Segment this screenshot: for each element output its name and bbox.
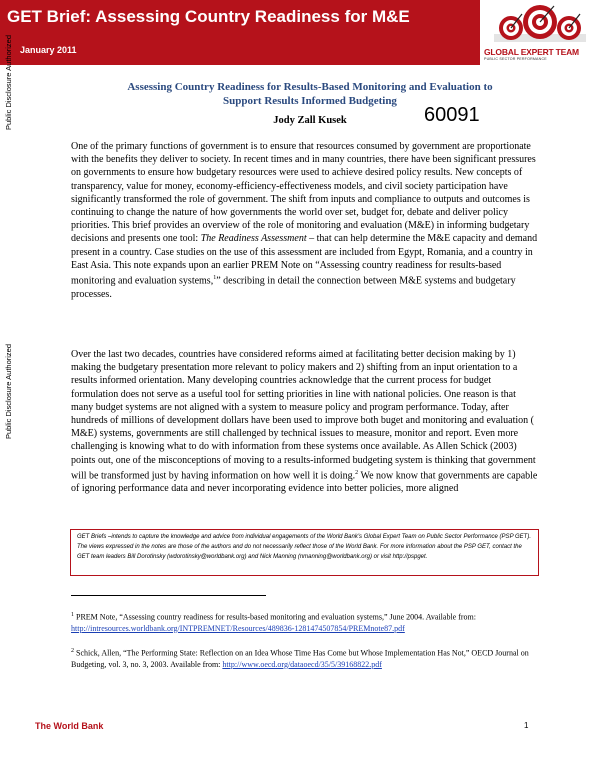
page-number: 1 <box>524 721 529 730</box>
footnote-number: 2 <box>71 648 74 654</box>
author-name: Jody Zall Kusek <box>273 115 347 126</box>
footer-organization: The World Bank <box>35 721 104 731</box>
footnote-divider <box>71 595 266 596</box>
logo-subtitle: PUBLIC SECTOR PERFORMANCE <box>484 57 547 61</box>
body-paragraph <box>71 140 538 301</box>
brief-title: GET Brief: Assessing Country Readiness for M&E <box>7 7 410 26</box>
document-title-line: Support Results Informed Budgeting <box>223 95 397 107</box>
document-number: 60091 <box>424 104 480 126</box>
footnote-link[interactable]: http://intresources.worldbank.org/INTPREMNET/Resources/489836-1281474507854/PREMnote87.pdf <box>71 623 405 633</box>
footnote-ref[interactable]: 1 <box>213 275 217 282</box>
text-run: Over the last two decades, countries have considered reforms aimed at facilitating better decision making by 1) making the budgetary presentation more relevant to policy makers and 2) shifting from an input orientation to a results informed orientation. Many developing countries acknowledge that the current process for budget formulation does not serve as a useful tool for setting priorities in line with national policies. One reason is that many budget systems are not aligned with a system to measure policy and program performance. Today, after hundreds of millions of development dollars have been used to improve both buget and monitoring and evaluation ( M&E) systems, governments are still challenged by technical issues to measure, monitor and report. Even more challenging is knowing what to do with information from these systems once available. As Allen Schick (2003) points out, one of the misconceptions of moving to a results-informed budgeting system is thinking that government will be transformed just by having information on how well it is doing. <box>71 349 536 482</box>
footnote <box>71 610 538 634</box>
get-briefs-note-box <box>70 529 539 576</box>
disclosure-label: Public Disclosure Authorized <box>4 35 13 131</box>
body-paragraph <box>71 348 538 496</box>
bullseye-target-icon <box>480 0 600 48</box>
footnote <box>71 646 538 670</box>
text-run: One of the primary functions of government is to ensure that resources consumed by government are proportionate with the benefits they deliver to society. In recent times and in many countries, there have been significant pressures on governments to ensure how budgetary resources were used to achieve desired policy results. New concepts of transparency, value for money, economy-efficiency-effectiveness models, and civil society participation have significantly transformed the role of government. The shift from inputs and compliance to outputs and outcomes is continuing to change the nature of how governments the world over set, budget for, debate and deliver policy priorities. This brief provides an overview of the role of monitoring and evaluation (M&E) in informing budgetary decisions and presents one tool: <box>71 141 536 245</box>
brief-date: January 2011 <box>20 45 77 55</box>
footnote-number: 1 <box>71 612 74 618</box>
note-text: GET Briefs –intends to capture the knowledge and advice from individual engagements of the World Bank’s Global Expert Team on Public Sector Performance (PSP GET). The views expressed in the notes are those of the authors and do not necessarily reflect those of the World Bank. For more information about the PSP GET, contact the GET team leaders Bill Dorotinsky (wdorotinsky@worldbank.org) and Nick Manning (nmanning@worldbank.org) or visit http://pspget. <box>77 534 532 560</box>
document-title-line: Assessing Country Readiness for Results-Based Monitoring and Evaluation to <box>127 81 493 93</box>
disclosure-label: Public Disclosure Authorized <box>4 344 13 440</box>
logo-name: GLOBAL EXPERT TEAM <box>484 47 579 57</box>
footnote-ref[interactable]: 2 <box>355 469 359 476</box>
text-run: – that can help determine the M&E capacity and demand present in a country. Case studies on the use of this assessment are included from Egypt, Romania, and a country in East Asia. This note expands upon an earlier PREM Note on “Assessing country readiness for results-based monitoring and evaluation systems, <box>71 233 538 287</box>
footnote-link[interactable]: http://www.oecd.org/dataoecd/35/5/39168822.pdf <box>222 659 382 669</box>
emphasis-text: The Readiness Assessment <box>200 233 307 245</box>
global-expert-team-logo <box>480 0 600 65</box>
footnote-text: Schick, Allen, “The Performing State: Reflection on an Idea Whose Time Has Come but Whose Implementation Has Not,” OECD Journal on Budgeting, vol. 3, no. 3, 2003. Available from: <box>71 648 529 669</box>
text-run: We now know that governments are capable of ignoring performance data and never incorporating evidence into better policies, more aligned <box>71 470 538 495</box>
footnote-text: PREM Note, “Assessing country readiness for results-based monitoring and evaluation systems,” June 2004. Available from: <box>74 612 476 622</box>
text-run: ” describing in detail the connection between M&E systems and budgetary processes. <box>71 275 516 300</box>
